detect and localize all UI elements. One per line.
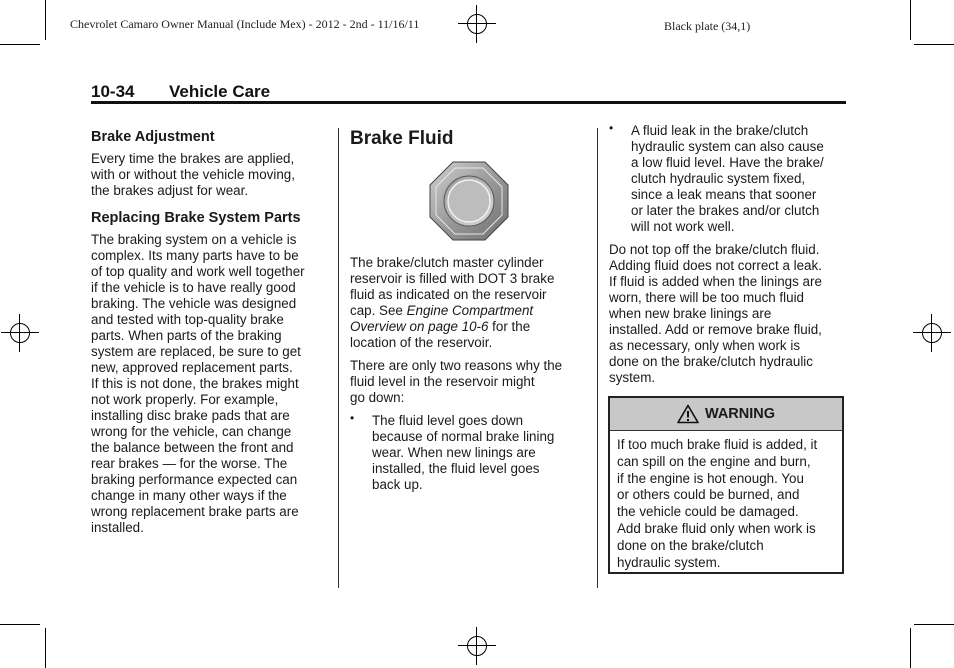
- text-line: as necessary, only when work is: [609, 338, 801, 353]
- section-title: Vehicle Care: [169, 82, 271, 101]
- text-line: Adding fluid does not correct a leak.: [609, 258, 822, 273]
- text-line: Do not top off the brake/clutch fluid.: [609, 242, 820, 257]
- registration-mark: [458, 627, 496, 665]
- text-line: The braking system on a vehicle is: [91, 232, 297, 247]
- reservoir-cap-illustration: [429, 161, 509, 241]
- text-line: clutch hydraulic system fixed,: [631, 171, 806, 186]
- print-slug-right: Black plate (34,1): [664, 19, 751, 33]
- text-line: reservoir is filled with DOT 3 brake: [350, 271, 555, 286]
- text-line: system are replaced, be sure to get: [91, 344, 301, 359]
- column-divider: [338, 128, 339, 588]
- column-1: [91, 128, 331, 536]
- text-line: parts. When parts of the braking: [91, 328, 282, 343]
- text-line: The fluid level goes down: [372, 413, 524, 428]
- text-line: installing disc brake pads that are: [91, 408, 290, 423]
- crop-mark: [910, 0, 911, 40]
- text-line: when new brake linings are: [609, 306, 772, 321]
- text-line: back up.: [372, 477, 423, 492]
- text-line: or others could be burned, and: [617, 487, 800, 503]
- text-line: or later the brakes and/or clutch: [631, 203, 820, 218]
- crop-mark: [914, 44, 954, 45]
- text-line: installed. Add or remove brake fluid,: [609, 322, 822, 337]
- text-line: hydraulic system.: [617, 554, 721, 570]
- text-run: cap. See: [350, 303, 407, 318]
- text-line: braking. The vehicle was designed: [91, 296, 297, 311]
- column-2: [350, 128, 590, 493]
- text-line: Every time the brakes are applied,: [91, 151, 295, 166]
- text-line: and tested with top-quality brake: [91, 312, 284, 327]
- text-line: go down:: [350, 390, 405, 405]
- text-line: rear brakes — for the worse. The: [91, 456, 288, 471]
- text-line: There are only two reasons why the: [350, 358, 563, 373]
- text-line: done on the brake/clutch hydraulic: [609, 354, 813, 369]
- warning-title: WARNING: [704, 406, 776, 422]
- warning-header: [610, 398, 842, 431]
- text-line: system.: [609, 370, 656, 385]
- heading-replacing-brake-parts: Replacing Brake System Parts: [91, 210, 301, 226]
- text-line: wrong replacement brake parts are: [91, 504, 299, 519]
- list-item: [350, 413, 590, 493]
- text-line: [350, 303, 590, 319]
- registration-mark: [913, 314, 951, 352]
- running-header: [91, 82, 271, 102]
- crop-mark: [910, 628, 911, 668]
- paragraph-replacing-parts: [91, 232, 331, 536]
- text-line: not work properly. For example,: [91, 392, 279, 407]
- list-item: [609, 123, 849, 235]
- crop-mark: [0, 44, 40, 45]
- text-line: the balance between the front and: [91, 440, 294, 455]
- text-line: since a leak means that sooner: [631, 187, 817, 202]
- text-line: worn, there will be too much fluid: [609, 290, 805, 305]
- text-line: new, approved replacement parts.: [91, 360, 293, 375]
- crop-mark: [914, 624, 954, 625]
- warning-triangle-icon: [677, 404, 699, 424]
- text-line: if the engine is hot enough. You: [617, 470, 804, 486]
- text-line: will not work well.: [631, 219, 735, 234]
- text-line: wear. When new linings are: [372, 445, 536, 460]
- crop-mark: [45, 628, 46, 668]
- page-title: Brake Fluid: [350, 128, 454, 149]
- crop-mark: [0, 624, 40, 625]
- text-line: fluid as indicated on the reservoir: [350, 287, 547, 302]
- text-line: change in many other ways if the: [91, 488, 287, 503]
- text-line: the vehicle could be damaged.: [617, 504, 799, 520]
- text-line: The brake/clutch master cylinder: [350, 255, 544, 270]
- text-line: If fluid is added when the linings are: [609, 274, 822, 289]
- text-line: braking performance expected can: [91, 472, 298, 487]
- registration-mark: [1, 314, 39, 352]
- text-run: for the: [488, 319, 531, 334]
- crop-mark: [45, 0, 46, 40]
- paragraph-top-off: [609, 242, 849, 386]
- text-line: if the vehicle is to have really good: [91, 280, 296, 295]
- text-line: Add brake fluid only when work is: [617, 520, 816, 536]
- print-slug-left: Chevrolet Camaro Owner Manual (Include Mex) - 2012 - 2nd - 11/16/11: [70, 17, 420, 31]
- text-line: because of normal brake lining: [372, 429, 555, 444]
- text-line: If too much brake fluid is added, it: [617, 437, 818, 452]
- header-rule: [91, 101, 846, 104]
- text-line: a low fluid level. Have the brake/: [631, 155, 824, 170]
- text-line: can spill on the engine and burn,: [617, 453, 811, 469]
- paragraph-reservoir: [350, 255, 590, 351]
- bullet-icon: •: [350, 411, 355, 425]
- page-number: 10-34: [91, 82, 135, 101]
- warning-text: [610, 431, 842, 571]
- text-line: complex. Its many parts have to be: [91, 248, 299, 263]
- text-line: wrong for the vehicle, can change: [91, 424, 292, 439]
- bullet-icon: •: [609, 121, 614, 135]
- text-line: installed.: [91, 520, 144, 535]
- text-line: fluid level in the reservoir might: [350, 374, 535, 389]
- text-line: [350, 319, 590, 335]
- column-3: [609, 123, 849, 386]
- text-line: hydraulic system can also cause: [631, 139, 824, 154]
- text-line: If this is not done, the brakes might: [91, 376, 299, 391]
- warning-box: [608, 396, 844, 574]
- text-line: A fluid leak in the brake/clutch: [631, 123, 809, 138]
- text-line: with or without the vehicle moving,: [91, 167, 295, 182]
- heading-brake-adjustment: Brake Adjustment: [91, 129, 215, 145]
- text-line: installed, the fluid level goes: [372, 461, 540, 476]
- column-divider: [597, 128, 598, 588]
- paragraph-reasons: [350, 358, 590, 406]
- cross-reference-link[interactable]: Overview on page 10-6: [350, 319, 489, 334]
- registration-mark: [458, 5, 496, 43]
- text-line: location of the reservoir.: [350, 335, 493, 350]
- text-line: the brakes adjust for wear.: [91, 183, 249, 198]
- paragraph-brake-adjustment: [91, 151, 331, 199]
- reservoir-cap-icon: [429, 161, 509, 241]
- text-line: done on the brake/clutch: [617, 537, 764, 553]
- text-line: of top quality and work well together: [91, 264, 305, 279]
- cross-reference-link[interactable]: Engine Compartment: [406, 303, 534, 318]
